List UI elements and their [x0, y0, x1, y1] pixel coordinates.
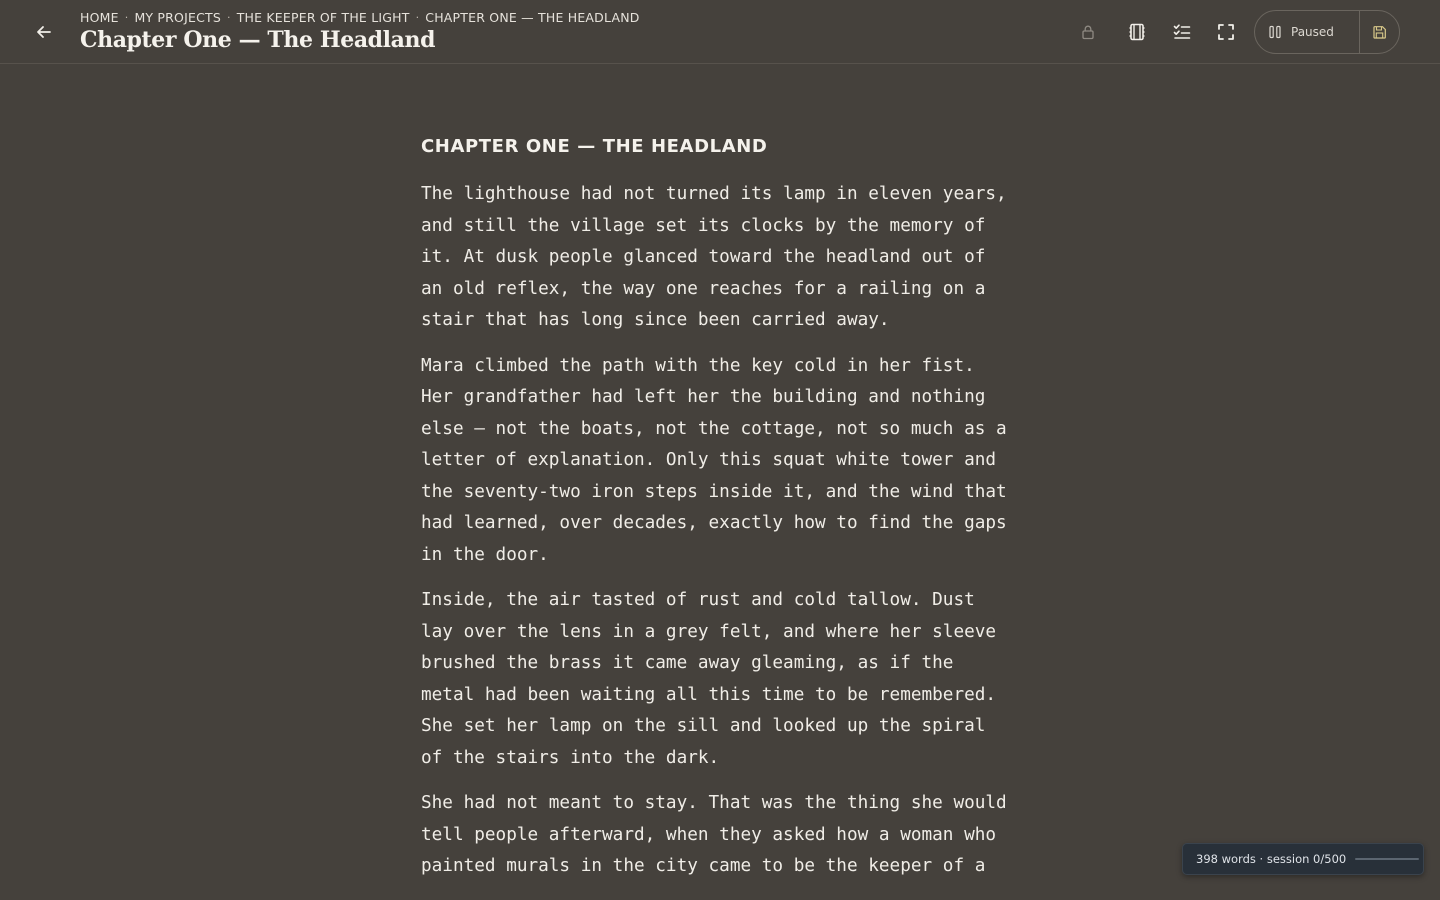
manuscript-paragraph[interactable]: Inside, the air tasted of rust and cold tallow. Dust lay over the lens in a grey felt, and where her sleeve brushed the brass it came away gleaming, as if the metal had been waiting all this time to be remembered. She set her lamp on the sill and looked up the spiral of the stairs into the dark.	[421, 590, 997, 768]
fullscreen-button[interactable]	[1208, 14, 1244, 50]
breadcrumb-separator: ·	[415, 10, 420, 24]
word-count-pill	[1182, 843, 1424, 875]
breadcrumb-separator: ·	[226, 10, 231, 24]
manuscript-paragraph[interactable]: Mara climbed the path with the key cold in her fist. Her grandfather had left her the building and nothing else — not the boats, not the cottage, not so much as a letter of explanation. Only this squat white tower and the seventy-two iron steps inside it, and the wind that had learned, over decades, exactly how to find the gaps in the door.	[421, 355, 1007, 565]
lock-button[interactable]	[1070, 14, 1106, 50]
timer-status-label: Paused	[1291, 25, 1334, 39]
breadcrumb	[80, 8, 640, 26]
breadcrumb-chapter: CHAPTER ONE — THE HEADLAND	[425, 9, 640, 25]
breadcrumb-separator: ·	[124, 10, 129, 24]
fullscreen-icon	[1216, 22, 1236, 42]
back-button[interactable]	[24, 12, 64, 52]
editor-header	[0, 0, 1440, 64]
breadcrumb-project[interactable]: THE KEEPER OF THE LIGHT	[236, 9, 410, 25]
page-title: Chapter One — The Headland	[80, 27, 436, 53]
session-progress-bar	[1355, 858, 1419, 860]
manuscript-paragraph[interactable]: She had not meant to stay. That was the thing she would tell people afterward, when they asked how a woman who painted murals in the city came to be the keeper of a	[421, 793, 1007, 876]
arrow-left-icon	[35, 23, 53, 41]
manuscript-editor[interactable]	[421, 136, 1041, 897]
notebook-icon	[1127, 22, 1147, 42]
lock-icon	[1080, 24, 1096, 40]
session-timer	[1254, 10, 1400, 54]
pause-icon	[1268, 25, 1282, 39]
chapter-heading[interactable]: CHAPTER ONE — THE HEADLAND	[421, 136, 768, 157]
breadcrumb-home[interactable]: HOME	[80, 9, 119, 25]
pause-timer-button[interactable]	[1255, 11, 1359, 53]
checklist-button[interactable]	[1164, 14, 1200, 50]
manuscript-paragraph[interactable]: The lighthouse had not turned its lamp in eleven years, and still the village set its clocks by the memory of it. At dusk people glanced toward the headland out of an old reflex, the way one reaches for a railing on a stair that has long since been carried away.	[421, 184, 1007, 330]
save-button[interactable]	[1360, 11, 1399, 53]
checklist-icon	[1172, 22, 1192, 42]
save-icon	[1372, 25, 1387, 40]
title-block	[80, 8, 640, 53]
notebook-button[interactable]	[1119, 14, 1155, 50]
word-count-text: 398 words · session 0/500	[1196, 852, 1347, 866]
breadcrumb-projects[interactable]: MY PROJECTS	[134, 9, 221, 25]
